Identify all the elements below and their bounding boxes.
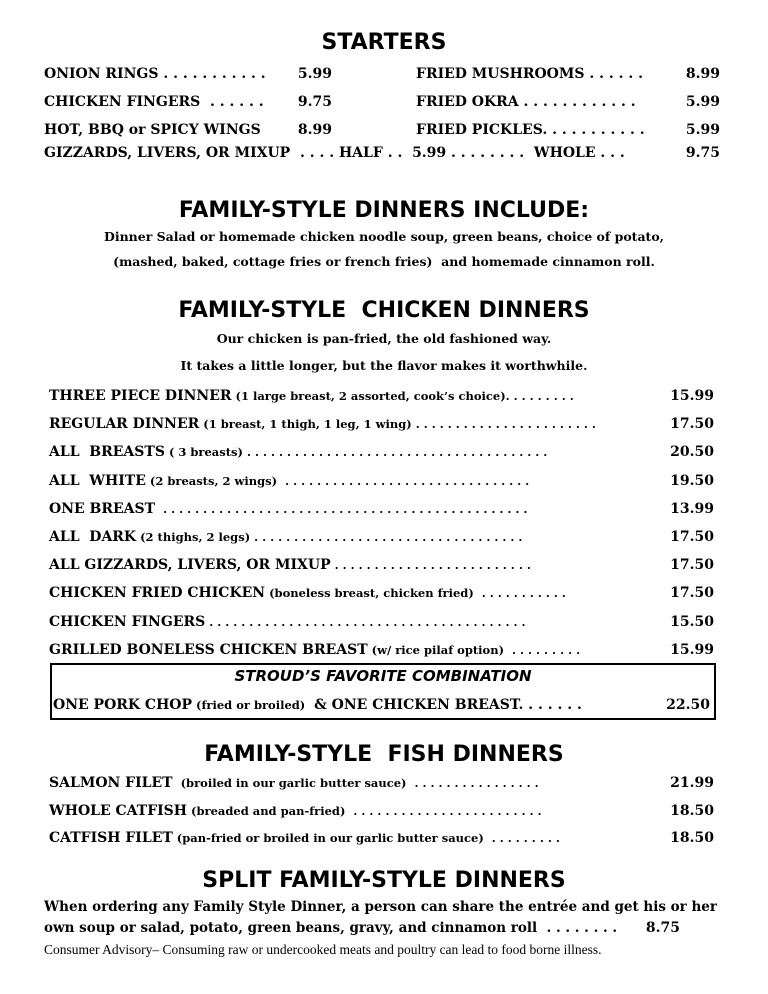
onion-rings-price: 5.99 bbox=[297, 66, 332, 82]
fish-dinner-price: 18.50 bbox=[670, 802, 714, 819]
combo-chicken-breast: & ONE CHICKEN BREAST. . . . . . . bbox=[309, 697, 582, 713]
fish-dinners-heading: FAMILY-STYLE FISH DINNERS bbox=[204, 742, 564, 767]
fried-pickles-item: FRIED PICKLES. . . . . . . . . . . bbox=[416, 122, 645, 138]
chicken-dinner-desc: . . . . . . . . . . . . . . . . . . . . . . . . . bbox=[330, 558, 531, 573]
chicken-dinner-name: CHICKEN FINGERS bbox=[49, 613, 206, 630]
chicken-dinner-price: 15.99 bbox=[670, 388, 714, 404]
wings-item: HOT, BBQ or SPICY WINGS bbox=[44, 122, 261, 138]
starters-heading: STARTERS bbox=[321, 30, 447, 55]
chicken-fingers-starter-price: 9.75 bbox=[297, 94, 332, 110]
chicken-dinner-desc: (1 breast, 1 thigh, 1 leg, 1 wing) . . . . . . . . . . . . . . . . . . . . . . . bbox=[199, 417, 596, 432]
chicken-dinner-price: 17.50 bbox=[670, 416, 714, 433]
gizzards-starter-price: 9.75 bbox=[685, 145, 720, 161]
combo-heading: STROUD’S FAVORITE COMBINATION bbox=[234, 667, 532, 685]
chicken-dinner-desc: (w/ rice pilaf option) . . . . . . . . . bbox=[367, 642, 581, 657]
split-dinners-heading: SPLIT FAMILY-STYLE DINNERS bbox=[202, 868, 566, 893]
chicken-dinner-row bbox=[49, 501, 527, 517]
split-line-1: When ordering any Family Style Dinner, a person can share the entrée and get his or her bbox=[44, 899, 718, 915]
chicken-dinner-desc: (boneless breast, chicken fried) . . . . . . . . . . . bbox=[265, 586, 566, 601]
gizzards-starter-item: GIZZARDS, LIVERS, OR MIXUP . . . . HALF . . 5.99 . . . . . . . . WHOLE . . . bbox=[44, 145, 625, 161]
chicken-dinner-desc: (2 breasts, 2 wings) . . . . . . . . . . . . . . . . . . . . . . . . . . . . . . . bbox=[145, 473, 530, 488]
chicken-dinner-name: ALL DARK bbox=[49, 529, 137, 545]
chicken-dinner-row bbox=[49, 444, 547, 460]
chicken-dinner-price: 19.50 bbox=[670, 472, 714, 489]
fish-dinner-desc: (pan-fried or broiled in our garlic butter sauce) . . . . . . . . . bbox=[172, 831, 560, 845]
chicken-fingers-starter-item: CHICKEN FINGERS . . . . . . bbox=[44, 94, 264, 110]
chicken-dinners-heading: FAMILY-STYLE CHICKEN DINNERS bbox=[178, 298, 590, 323]
fish-dinner-price: 18.50 bbox=[670, 830, 714, 846]
chicken-dinner-row bbox=[49, 585, 566, 601]
chicken-dinner-name: GRILLED BONELESS CHICKEN BREAST bbox=[49, 641, 368, 658]
chicken-dinner-row bbox=[49, 388, 574, 404]
fish-dinner-row bbox=[49, 803, 542, 819]
chicken-dinner-name: ALL BREASTS bbox=[49, 444, 165, 461]
fish-dinner-price: 21.99 bbox=[670, 775, 714, 791]
chicken-dinner-price: 17.50 bbox=[670, 585, 714, 602]
fried-pickles-price: 5.99 bbox=[685, 122, 720, 138]
chicken-dinner-price: 13.99 bbox=[670, 500, 714, 517]
fish-dinner-name: WHOLE CATFISH bbox=[49, 802, 188, 819]
fried-okra-price: 5.99 bbox=[685, 94, 720, 110]
chicken-note-2: It takes a little longer, but the flavor makes it worthwhile. bbox=[180, 358, 588, 373]
chicken-dinner-name: THREE PIECE DINNER bbox=[49, 388, 232, 404]
combo-pork-chop-desc: (fried or broiled) bbox=[192, 698, 310, 712]
chicken-dinner-row bbox=[49, 473, 529, 489]
combo-pork-chop: ONE PORK CHOP bbox=[53, 697, 193, 713]
chicken-dinner-row bbox=[49, 416, 596, 432]
chicken-dinner-desc: . . . . . . . . . . . . . . . . . . . . . . . . . . . . . . . . . . . . . . . . . . . . . . bbox=[155, 501, 528, 516]
includes-line-1: Dinner Salad or homemade chicken noodle soup, green beans, choice of potato, bbox=[103, 229, 665, 244]
chicken-dinner-row bbox=[49, 614, 526, 630]
chicken-dinner-name: ALL GIZZARDS, LIVERS, OR MIXUP bbox=[49, 557, 331, 574]
chicken-dinner-price: 15.99 bbox=[670, 641, 714, 658]
consumer-advisory: Consumer Advisory– Consuming raw or undercooked meats and poultry can lead to food borne illness. bbox=[44, 942, 602, 957]
fried-mushrooms-item: FRIED MUSHROOMS . . . . . . bbox=[416, 66, 643, 82]
chicken-note-1: Our chicken is pan-fried, the old fashioned way. bbox=[216, 331, 552, 346]
chicken-dinner-row bbox=[49, 642, 580, 658]
fish-dinner-desc: (broiled in our garlic butter sauce) . . . . . . . . . . . . . . . . bbox=[172, 776, 539, 790]
fish-dinner-name: SALMON FILET bbox=[49, 775, 173, 791]
chicken-dinner-price: 15.50 bbox=[670, 613, 714, 630]
split-price: 8.75 bbox=[645, 920, 680, 936]
chicken-dinner-desc: . . . . . . . . . . . . . . . . . . . . . . . . . . . . . . . . . . . . . . . . bbox=[205, 614, 526, 629]
fish-dinner-desc: (breaded and pan-fried) . . . . . . . . . . . . . . . . . . . . . . . . bbox=[187, 803, 542, 818]
combo-price: 22.50 bbox=[666, 697, 710, 713]
fish-dinner-row bbox=[49, 830, 560, 846]
chicken-dinner-desc: (2 thighs, 2 legs) . . . . . . . . . . . . . . . . . . . . . . . . . . . . . . . . . . bbox=[136, 530, 523, 544]
chicken-dinner-row bbox=[49, 529, 522, 545]
fried-mushrooms-price: 8.99 bbox=[685, 66, 720, 82]
includes-heading: FAMILY-STYLE DINNERS INCLUDE: bbox=[178, 198, 590, 223]
fish-dinner-row bbox=[49, 775, 539, 791]
chicken-dinner-price: 17.50 bbox=[670, 557, 714, 574]
onion-rings-item: ONION RINGS . . . . . . . . . . . bbox=[44, 66, 266, 82]
chicken-dinner-price: 17.50 bbox=[670, 529, 714, 545]
chicken-dinner-name: REGULAR DINNER bbox=[49, 416, 200, 433]
wings-price: 8.99 bbox=[297, 122, 332, 138]
includes-line-2: (mashed, baked, cottage fries or french fries) and homemade cinnamon roll. bbox=[113, 254, 655, 269]
fried-okra-item: FRIED OKRA . . . . . . . . . . . . bbox=[416, 94, 636, 110]
chicken-dinner-name: ONE BREAST bbox=[49, 500, 156, 517]
fish-dinner-name: CATFISH FILET bbox=[49, 830, 173, 846]
chicken-dinner-name: CHICKEN FRIED CHICKEN bbox=[49, 585, 266, 602]
split-line-2: own soup or salad, potato, green beans, gravy, and cinnamon roll . . . . . . . . bbox=[44, 920, 618, 936]
chicken-dinner-name: ALL WHITE bbox=[49, 472, 146, 489]
chicken-dinner-row bbox=[49, 557, 531, 573]
chicken-dinner-desc: ( 3 breasts) . . . . . . . . . . . . . . . . . . . . . . . . . . . . . . . . . . . . . . bbox=[164, 445, 548, 460]
chicken-dinner-desc: (1 large breast, 2 assorted, cook’s choice). . . . . . . . . bbox=[231, 389, 574, 403]
chicken-dinner-price: 20.50 bbox=[670, 444, 714, 461]
combo-item bbox=[53, 697, 582, 713]
